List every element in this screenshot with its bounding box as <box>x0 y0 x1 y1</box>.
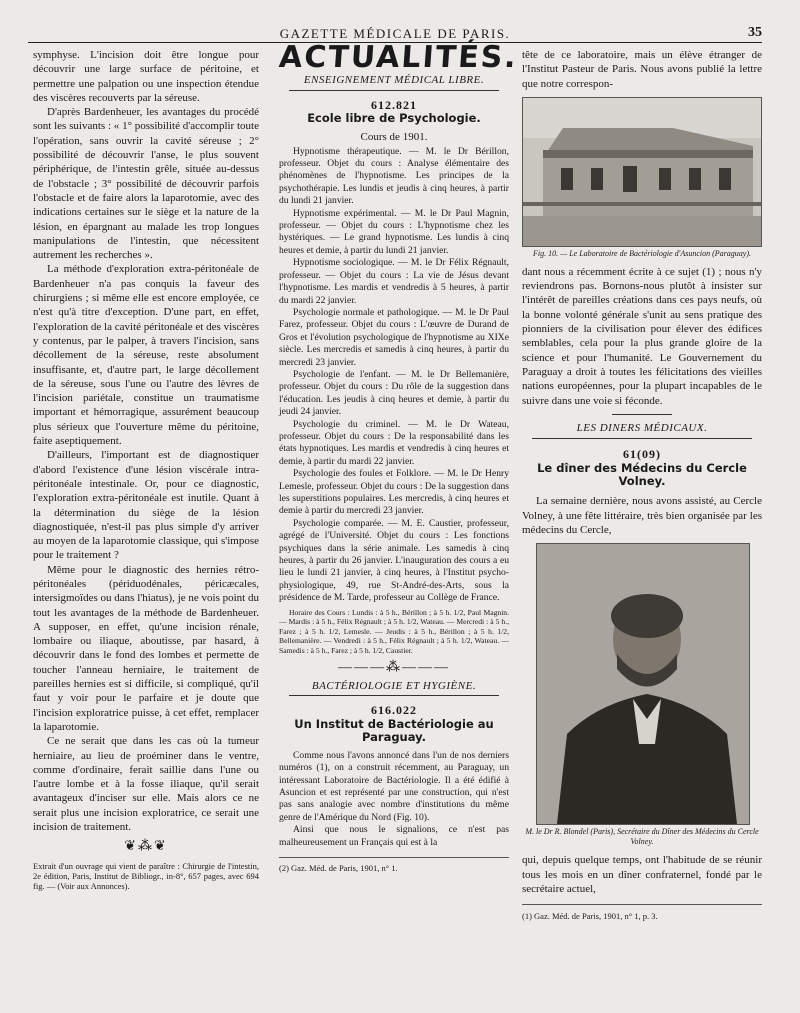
classification-number: 616.022 <box>371 703 417 718</box>
ornament: ❦⁂❦ <box>124 839 168 855</box>
course-entry: Psychologie comparée. — M. E. Caustier, professeur, agrégé de l'Université. Objet du cours : Les fonctions psychiques dans la série animale. Les samedis à cinq heures, à partir du 26 janvier. L'inauguration des cours a eu lieu le lundi 21 janvier, à cinq heures, à l'Institut psycho-physiologique, 49, rue St-André-des-Arts, sous la présidence de M. Tarde, professeur au Collège de France. <box>279 517 509 604</box>
course-schedule: Horaire des Cours : Lundis : à 5 h., Bérillon ; à 5 h. 1/2, Paul Magnin. — Mardis : à 5 h., Félix Régnault ; à 5 h. 1/2, Wateau. — Mercredi : à 5 h., Farez ; à 5 h. 1/2, Lemesle. — Jeudis : à 5 h., Bérillon ; à 5 h. 1/2, Bellemanière. — Vendredi : à 5 h., Félix Régnault ; à 5 h. 1/2, Wateau. — Samedis : à 5 h., Farez ; à 5 h. 1/2, Caustier. <box>279 607 509 656</box>
page-number: 35 <box>748 25 762 40</box>
article-heading: Un Institut de Bactériologie au Paraguay. <box>294 716 494 744</box>
column-right <box>522 48 762 924</box>
column-left <box>33 48 259 891</box>
footnote: (2) Gaz. Méd. de Paris, 1901, n° 1. <box>279 857 509 874</box>
section-banner-title: ACTUALITÉS. <box>277 40 519 75</box>
paragraph: La méthode d'exploration extra-péritonéale de Bardenheuer n'a pas conquis la faveur des chirurgiens ; si même elle est encore employée, ce n'est qu'à titre d'exception. D'une part, en effet, l'exploration de la cavité péritonéale et des viscères y contenus, par le palper, à travers l'incision, sans décollement de la séreuse, reste absolument insuffisante, et, d'autre part, le large décollement de la séreuse, sous l'une ou l'autre des lèvres de l'incision pariétale, constitue un traumatisme important et hémorragique, assurément beaucoup plus sérieux que l'ouverture même du péritoine, faite aseptiquement. <box>33 263 259 448</box>
paragraph: Même pour le diagnostic des hernies rétro-péritonéales (périduodénales, péricæcales, intersigmoïdes ou dans l'hiatus), je ne vois point du tout les avantages de la méthode de Bardenheuer. A supposer, en effet, qu'une incision rénale, lombaire ou iliaque, aboutisse, par hasard, à découvrir dans le fond des lombes et permette de toucher l'anneau herniaire, le traitement de pareilles hernies est si difficile, si compliqué, qu'il faut y voir pour le parfaire et je doute que l'incision exploratrice puisse, à cet effet, remplacer la laparotomie. <box>33 563 259 733</box>
paragraph: Ce ne serait que dans les cas où la tumeur herniaire, au lieu de proéminer dans le ventre, comme d'ordinaire, ferait saillie dans l'une ou l'autre lombe et à la fosse iliaque, qu'il serait avantageux d'inciser sur elle. Mais alors ce ne serait plus une incision exploratrice, ce serait une incision de traitement. <box>33 735 259 834</box>
article-subheading: Cours de 1901. <box>360 131 428 144</box>
course-entry: Hypnotisme sociologique. — M. le Dr Félix Régnault, professeur. — Objet du cours : La vie de Jésus devant l'hypnotisme. Les mardis et vendredis à 5 heures, à partir du mardi 22 janvier. <box>279 257 509 306</box>
figure-caption: Fig. 10. — Le Laboratoire de Bactériologie d'Asuncion (Paraguay). <box>532 248 752 258</box>
extract-note: Extrait d'un ouvrage qui vient de paraître : Chirurgie de l'intestin, 2e édition, Paris, Institut de Bibliogr., in-8°, 657 pages, avec 694 fig. — (Voir aux Annonces). <box>33 860 259 891</box>
classification-number: 612.821 <box>371 97 417 112</box>
paragraph: Ainsi que nous le signalions, ce n'est pas malheureusement un Français qui est à la <box>279 824 509 848</box>
rubric-heading: BACTÉRIOLOGIE ET HYGIÈNE. <box>289 680 499 696</box>
paragraph: La semaine dernière, nous avons assisté, au Cercle Volney, à une fête littéraire, très bien organisée par les médecins du Cercle, <box>522 495 762 537</box>
paragraph: qui, depuis quelque temps, ont l'habitude de se réunir tous les mois en un dîner confraternel, fondé par le secrétaire actuel, <box>522 854 762 895</box>
divider <box>612 414 672 415</box>
column-middle <box>277 40 519 875</box>
paragraph: Comme nous l'avons annoncé dans l'un de nos derniers numéros (1), on a construit récemment, au Paraguay, un intéressant Laboratoire de Bactériologie. Il a été édifié à Asuncion et est représenté par une construction, qui n'est pas sans analogie avec nombre d'institutions du même genre de l'Amérique du Nord (Fig. 10). <box>279 749 509 823</box>
footnote: (1) Gaz. Méd. de Paris, 1901, n° 1, p. 3. <box>522 904 762 923</box>
portrait-caption: M. le Dr R. Blondel (Paris), Secrétaire du Dîner des Médecins du Cercle Volney. <box>525 827 759 847</box>
article-heading: Le dîner des Médecins du Cercle Volney. <box>537 461 747 489</box>
course-entry: Psychologie du criminel. — M. le Dr Wateau, professeur. Objet du cours : De la responsabilité dans les états hypnotiques. Les mardis et vendredis à cinq heures et demie, à partir du mardi 22 janvier. <box>279 418 509 467</box>
classification-number: 61(09) <box>623 447 661 462</box>
paragraph: dant nous a récemment écrite à ce sujet (1) ; nous n'y reviendrons pas. Bornons-nous plutôt à insister sur l'intérêt de pareilles créations dans ces pays neufs, où la bonne volonté générale s'unit au sens pratique des pionniers de la civilisation pour élever des édifices semblables, cela pour la plus grande gloire de la science et pour l'humanité. Le Gouvernement du Paraguay a droit à toutes les félicitations des vieilles nations européennes, pour la plupart incapables de le suivre dans une voie si féconde. <box>522 265 762 407</box>
ornament-divider: ―――⁂――― <box>338 659 450 675</box>
journal-title: GAZETTE MÉDICALE DE PARIS. <box>279 26 511 41</box>
rubric-heading: LES DINERS MÉDICAUX. <box>532 421 752 439</box>
portrait-illustration <box>537 544 749 824</box>
rubric-heading: ENSEIGNEMENT MÉDICAL LIBRE. <box>289 74 499 90</box>
portrait-photo <box>536 543 750 825</box>
course-entry: Psychologie normale et pathologique. — M. le Dr Paul Farez, professeur. Objet du cours : L'œuvre de Durand de Gros et l'évolution psychologique de l'hypnotisme au XIXe siècle. Les mercredis et samedis à cinq heures, à partir du mercredi 23 janvier. <box>279 306 509 368</box>
article-heading: Ecole libre de Psychologie. <box>307 111 481 126</box>
paragraph: symphyse. L'incision doit être longue pour découvrir une large surface de péritoine, et permettre une palpation ou une inspection étendue des viscères recouverts par la séreuse. <box>33 49 259 104</box>
paragraph: tête de ce laboratoire, mais un élève étranger de l'Institut Pasteur de Paris. Nous avons publié la lettre que notre correspon- <box>522 49 762 90</box>
course-entry: Hypnotisme thérapeutique. — M. le Dr Bérillon, professeur. Objet du cours : Analyse élémentaire des phénomènes de l'hypnotisme. Les principes de la psychothérapie. Les lundis et jeudis à cinq heures, à partir du lundi 21 janvier. <box>279 145 509 207</box>
laboratory-photo <box>522 97 762 247</box>
course-entry: Psychologie des foules et Folklore. — M. le Dr Henry Lemesle, professeur. Objet du cours : De la suggestion dans les superstitions populaires. Les mercredis, à cinq heures et demie à partir du mercredi 23 janvier. <box>279 468 509 517</box>
paragraph: D'ailleurs, l'important est de diagnostiquer d'abord l'existence d'une lésion viscérale intra-péritonéale intestinale. Or, pour ce diagnostic, l'exploration extra-péritonéale est inutile. Quant à la détermination du siège de la lésion diagnostiquée, n'est-il pas plus simple d'y arriver au moyen de la laparotomie classique, qui s'impose pour le traitement ? <box>33 449 259 562</box>
course-entry: Psychologie de l'enfant. — M. le Dr Bellemanière, professeur. Objet du cours : Du rôle de la suggestion dans l'éducation. Les jeudis à cinq heures et demie, à partir du jeudi 24 janvier. <box>279 368 509 418</box>
paragraph: D'après Bardenheuer, les avantages du procédé sont les suivants : « 1° possibilité d'accomplir toute l'opération, sans ouvrir la cavité séreuse ; 2° possibilité de découvrir l'anse, le plus souvent périphérique, de l'intestin grêle, située au-dessus de l'obstacle ; 3° possibilité de découvrir parfois l'obstacle et de faire alors la laparotomie, avec des indications certaines sur le siège et la nature de la lésion, en épargnant au malade les trop longues manipulations de l'intestin, que nécessitent autrement les recherches ». <box>33 106 259 262</box>
laboratory-building-illustration <box>523 98 762 246</box>
course-entry: Hypnotisme expérimental. — M. le Dr Paul Magnin, professeur. — Objet du cours : L'hypnotisme chez les hystériques. — Le grand hypnotisme. Les lundis à cinq heures et demie, à partir du lundi 21 janvier. <box>279 207 509 256</box>
